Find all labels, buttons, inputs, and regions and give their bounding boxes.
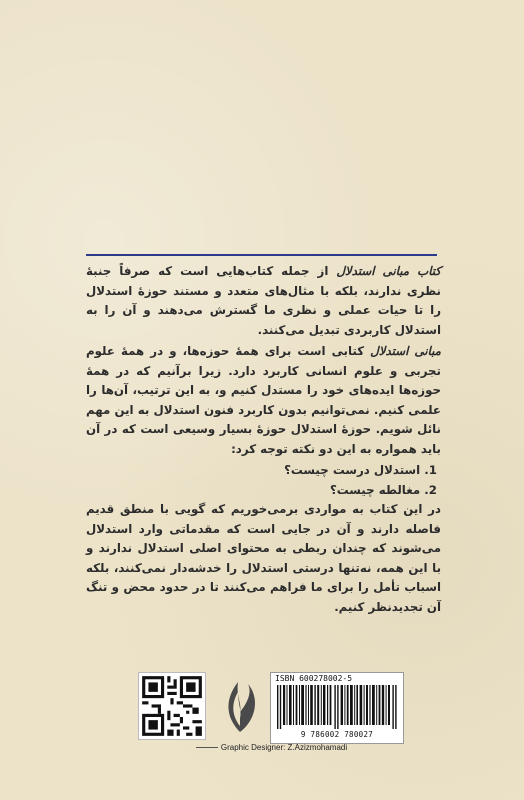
blurb-text [86, 262, 441, 619]
blurb-paragraph-1 [86, 262, 441, 340]
list-item: 2. مغالطه چیست؟ [329, 482, 437, 497]
blurb-paragraph-2-lead: مبانی استدلال [370, 344, 442, 358]
credit-dash-left [196, 747, 218, 748]
isbn-digits: 9 786002 780027 [300, 730, 374, 739]
blurb-paragraph-3: در این کتاب به مواردی برمی‌خوریم که گویی با منطق قدیم فاصله دارند و آن در جایی است که مقدماتی وارد استدلال می‌شوند که چندان ربطی به محتوای اصلی استدلال ندارند و با این همه، نه‌تنها درستی استدلال را خدشه‌دار نمی‌کنند، بلکه اسباب تأمل را برای ما فراهم می‌کنند تا در حدود محض و تنگ آن تجدیدنظر کنیم. [86, 502, 441, 614]
publisher-logo-icon [218, 678, 262, 734]
blurb-paragraph-1-body: از جمله کتاب‌هایی است که صرفاً جنبهٔ نظری ندارند، بلکه با مثال‌های متعدد و مستند حوزهٔ استدلال را تا حیات عملی و نظری ما گسترش می‌دهند و آن را به استدلال کاربردی تبدیل می‌کنند. [86, 264, 441, 337]
qr-code-icon [138, 672, 206, 740]
blurb-paragraph-1-lead: کتاب مبانی استدلال [336, 264, 441, 278]
blurb-paragraph-2-body: کتابی است برای همهٔ حوزه‌ها، و در همهٔ علوم تجربی و علوم انسانی کاربرد دارد. زیرا برآنیم که در همهٔ حوزه‌ها ایده‌های خود را مستدل کنیم و، به این ترتیب، آن‌ها را علمی کنیم. نمی‌توانیم بدون کاربرد فنون استدلال به این مهم نائل شویم. حوزهٔ استدلال حوزهٔ بسیار وسیعی است که در آن باید همواره به این دو نکته توجه کرد: [86, 344, 441, 456]
barcode-area [138, 672, 408, 742]
list-item: 1. استدلال درست چیست؟ [284, 463, 437, 477]
isbn-label: ISBN 600278002-5 [275, 674, 353, 683]
designer-credit-text: Graphic Designer: Z.Azizmohamadi [220, 743, 348, 752]
blue-divider-rule [86, 254, 437, 256]
designer-credit [140, 743, 400, 752]
barcode-bars [277, 685, 397, 729]
numbered-list [86, 461, 441, 500]
blurb-paragraph-2 [86, 342, 441, 459]
isbn-barcode [270, 672, 404, 744]
